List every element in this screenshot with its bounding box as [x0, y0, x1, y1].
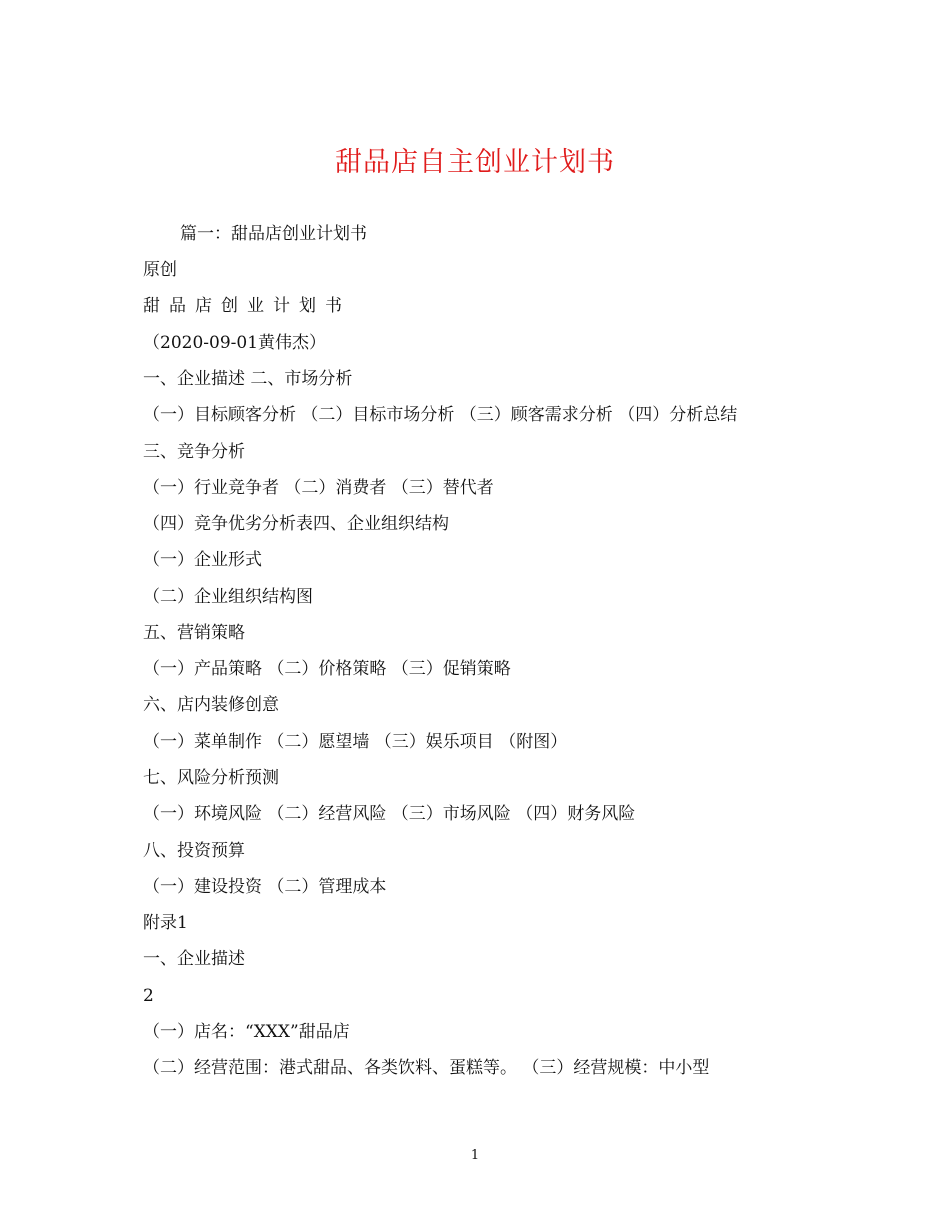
text-line: （2020-09-01黄伟杰）: [143, 333, 327, 353]
text-line: 六、店内装修创意: [143, 695, 279, 715]
text-line: （一）目标顾客分析 （二）目标市场分析 （三）顾客需求分析 （四）分析总结: [143, 405, 738, 425]
text-line: 一、企业描述: [143, 949, 245, 969]
text-line: （一）企业形式: [143, 550, 262, 570]
document-title: 甜品店自主创业计划书: [335, 147, 615, 178]
text-line: （一）产品策略 （二）价格策略 （三）促销策略: [143, 659, 511, 679]
text-line: 五、营销策略: [143, 623, 245, 643]
text-line: 甜品店创业计划书: [143, 296, 351, 316]
text-line: 2: [143, 986, 154, 1006]
text-line: 三、竞争分析: [143, 442, 245, 462]
text-line: （一）环境风险 （二）经营风险 （三）市场风险 （四）财务风险: [143, 804, 636, 824]
text-line: 七、风险分析预测: [143, 768, 279, 788]
text-line: （二）经营范围：港式甜品、各类饮料、蛋糕等。 （三）经营规模：中小型: [143, 1058, 710, 1078]
text-line: 八、投资预算: [143, 841, 245, 861]
page-number: 1: [470, 1148, 480, 1163]
text-line: 附录1: [143, 913, 188, 933]
text-line: （四）竞争优劣分析表四、企业组织结构: [143, 514, 449, 534]
text-line: （一）行业竞争者 （二）消费者 （三）替代者: [143, 478, 494, 498]
text-line: 篇一：甜品店创业计划书: [180, 224, 367, 244]
text-line: 原创: [143, 260, 177, 280]
text-line: （一）店名：“XXX”甜品店: [143, 1022, 350, 1042]
text-line: （一）建设投资 （二）管理成本: [143, 877, 387, 897]
text-line: 一、企业描述 二、市场分析: [143, 369, 353, 389]
text-line: （二）企业组织结构图: [143, 587, 313, 607]
text-line: （一）菜单制作 （二）愿望墙 （三）娱乐项目 （附图）: [143, 732, 568, 752]
